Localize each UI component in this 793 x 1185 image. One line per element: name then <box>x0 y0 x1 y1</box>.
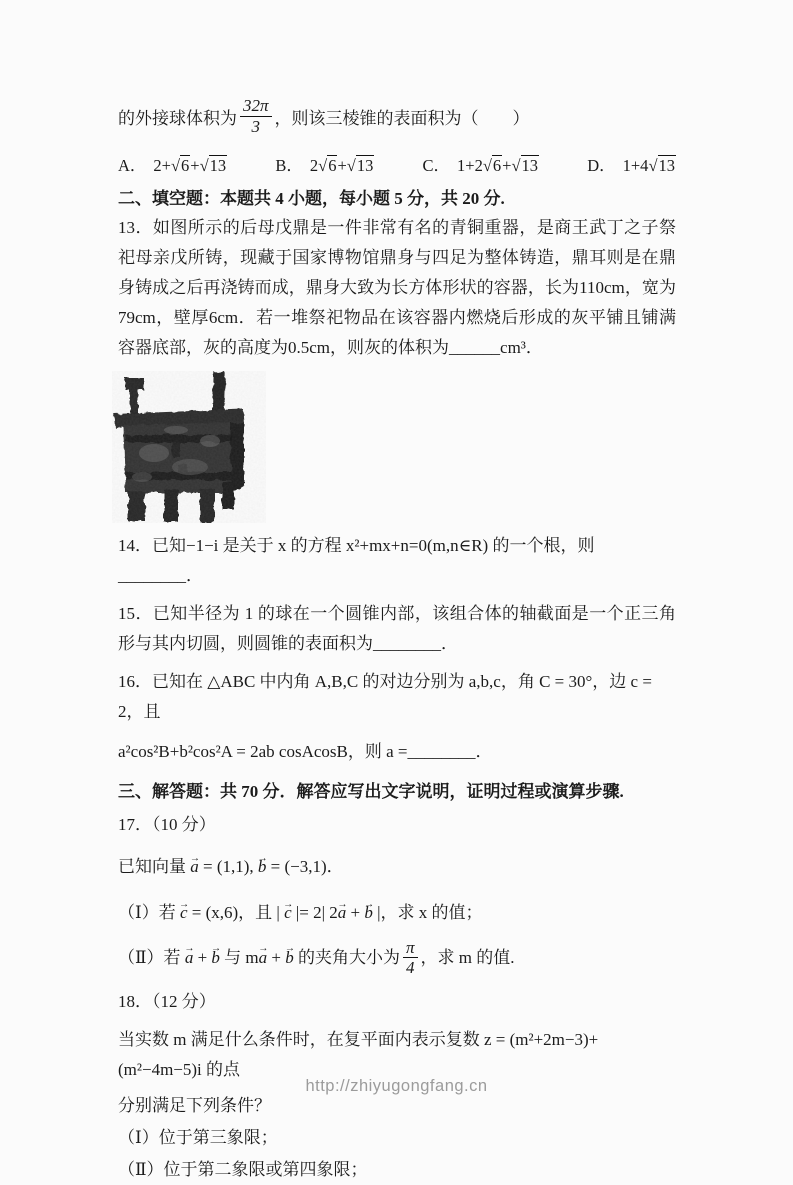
fraction-numerator: 32π <box>240 96 272 116</box>
vector: a → <box>259 941 268 975</box>
option-c <box>423 152 540 176</box>
question-18-part1: （Ⅰ）位于第三象限； <box>118 1128 278 1148</box>
q17-part2-before: （Ⅱ）若 a → + b → 与 ma → + b → 的夹角大小为 <box>118 941 400 975</box>
sqrt: √6 <box>170 156 190 175</box>
question-14-text: 14．已知−1−i 是关于 x 的方程 x²+mx+n=0(m,n∈R) 的一个根，则________． <box>118 536 595 585</box>
option-d-label: D． <box>587 156 616 175</box>
question-17-heading: 17．（10 分） <box>118 815 216 834</box>
vector: b → <box>364 896 373 930</box>
option-a <box>118 152 227 176</box>
sqrt: √6 <box>482 156 502 175</box>
option-b-value: 2√6+√13 <box>309 156 374 175</box>
option-a-label: A． <box>118 156 147 175</box>
vector: a → <box>185 941 194 975</box>
sqrt: √13 <box>346 156 374 175</box>
watermark-url: http://zhiyugongfang.cn <box>305 1077 488 1095</box>
section-2-header: 二、填空题：本题共 4 小题，每小题 5 分，共 20 分. <box>118 189 505 208</box>
question-12-stem <box>118 90 676 142</box>
fraction-32pi-3 <box>240 96 272 135</box>
vector: a → <box>338 896 347 930</box>
question-18-part2: （Ⅱ）位于第二象限或第四象限； <box>118 1160 368 1180</box>
houmuwu-ding-figure <box>112 371 676 523</box>
fraction-denominator: 3 <box>251 116 261 136</box>
vector: c → <box>284 896 292 930</box>
q12-stem-before: 的外接球体积为 <box>118 108 237 128</box>
sqrt: √13 <box>648 156 675 175</box>
vector: b → <box>211 941 220 975</box>
option-d-value: 1+4√13 <box>622 156 675 175</box>
question-17-part2 <box>118 938 676 977</box>
option-b <box>275 152 374 176</box>
question-13-text: 13．如图所示的后母戊鼎是一件非常有名的青铜重器，是商王武丁之子祭祀母亲戊所铸，现藏于国家博物馆鼎身与四足为整体铸造，鼎耳则是在鼎身铸成之后再浇铸而成，鼎身大致为长方体形状的容器，长为110cm，宽为79cm，壁厚6cm．若一堆祭祀物品在该容器内燃烧后形成的灰平铺且铺满容器底部，灰的高度为0.5cm，则灰的体积为______cm³． <box>118 218 676 357</box>
houmuwu-ding-image <box>112 371 266 523</box>
question-16-line1: 16．已知在 △ABC 中内角 A,B,C 的对边分别为 a,b,c，角 C = 30°，边 c = 2，且 <box>118 672 652 721</box>
fraction-denominator: 4 <box>406 958 415 978</box>
fraction-numerator: π <box>403 938 418 958</box>
q12-stem-after: ，则该三棱锥的表面积为（ ） <box>274 108 530 128</box>
option-d <box>587 152 676 176</box>
question-12-options <box>118 152 676 176</box>
sqrt: √13 <box>511 156 539 175</box>
question-18-heading: 18．（12 分） <box>118 992 216 1012</box>
vector: b → <box>285 941 294 975</box>
question-17-given: 已知向量 a → = (1,1), b → = (−3,1)． <box>118 850 676 884</box>
question-18-line1: 当实数 m 满足什么条件时，在复平面内表示复数 z = (m²+2m−3)+(m²−4m−5)i 的点 <box>118 1030 599 1080</box>
sqrt: √13 <box>199 156 227 175</box>
option-c-label: C． <box>422 156 451 175</box>
section-3-header: 三、解答题：共 70 分．解答应写出文字说明，证明过程或演算步骤. <box>118 782 624 801</box>
option-a-value: 2+√6+√13 <box>153 156 227 175</box>
option-b-label: B． <box>275 156 303 175</box>
option-c-value: 1+2√6+√13 <box>457 156 539 175</box>
fraction-pi-4 <box>403 938 418 977</box>
q17-part2-after: ，求 m 的值. <box>420 947 515 967</box>
vector: b → <box>258 850 267 884</box>
question-15-text: 15．已知半径为 1 的球在一个圆锥内部，该组合体的轴截面是一个正三角形与其内切圆，则圆锥的表面积为________． <box>118 604 676 653</box>
question-18-line2: 分别满足下列条件？ <box>118 1096 271 1116</box>
vector: c → <box>180 896 188 930</box>
vector: a → <box>190 850 199 884</box>
sqrt: √6 <box>318 156 337 175</box>
question-16-line2: a²cos²B+b²cos²A = 2ab cosAcosB，则 a =________． <box>118 742 493 761</box>
question-17-part1: （Ⅰ）若 c → = (x,6)，且 | c → |= 2| 2a → + b → |，求 x 的值； <box>118 896 676 930</box>
